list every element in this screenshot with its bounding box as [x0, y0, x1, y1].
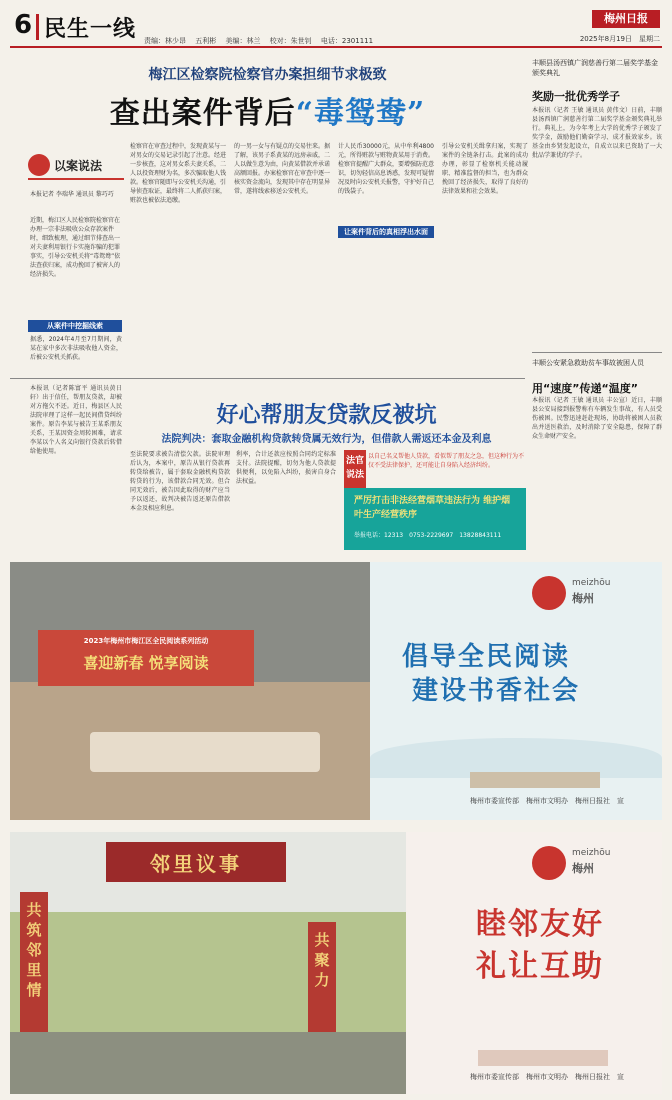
newspaper-logo: 梅州日报 [592, 10, 660, 28]
judge-says-label: 法官说法 [344, 450, 366, 516]
neighbor-slogan [430, 904, 650, 988]
lead-kicker: 梅江区检察院检察官办案担细节求极致 [148, 67, 387, 83]
lead-headline-main: 查出案件背后 [109, 96, 296, 131]
section-title: 民生一线 [44, 17, 137, 42]
brand-en: meizhōu [572, 848, 611, 858]
pavilion-sign-text: 邻里议事 [150, 852, 242, 876]
rescue-headline: 用“速度”传递“温度” [532, 382, 638, 395]
reading-banner [10, 562, 662, 820]
brand-cn: 梅州 [572, 862, 594, 875]
lead-reporter: 本报记者 李瑞华 通讯员 黎巧巧 [30, 191, 114, 198]
reading-slogan-line2: 建设书香社会 [412, 676, 581, 706]
badge-label: 以案说法 [54, 159, 103, 173]
plum-blossom-icon [532, 576, 566, 610]
right-pillar-text: 共聚力 [314, 931, 330, 989]
brand-cn: 梅州 [572, 592, 594, 605]
lead-col5: 引导公安机关缉拿归案，实现了案件的全链条打击。此案的成功办理，彰显了检察机关能动履职、精准监督的担当，也为群众挽回了经济损失，取得了良好的法律效果和社会效果。 [442, 143, 528, 195]
neighbor-slogan-line2: 礼让互助 [476, 949, 604, 984]
left-pillar-text: 共筑邻里情 [26, 901, 42, 999]
tobacco-ad [344, 488, 526, 550]
scholarship-body: 本报讯（记者 王敏 通讯员 黄伟文）日前，丰顺县汤西镇广润慈善行第二届奖学基金颁奖典礼举行。典礼上，为今年考上大学的优秀学子颁发了奖学金，鼓励他们勤奋学习、成才报效家乡。该基金由乡贤发起设立，自成立以来已资助了一大批品学兼优的学子。 [532, 107, 662, 159]
scholarship-kicker: 丰顺县汤西镇广润慈善行第二届奖学基金颁奖典礼 [532, 59, 658, 77]
rescue-body: 本报讯（记者 王敏 通讯员 丰公宣）近日，丰顺县公安局接到报警称有车辆发生事故，有人员受伤被困。民警迅速赶赴现场，协助将被困人员救出并送医救治，及时消除了安全隐患，保障了群众生命财产安全。 [532, 397, 662, 440]
tobacco-ad-title: 严厉打击非法经营烟草违法行为 维护烟叶生产经营秩序 [354, 496, 511, 520]
neighbor-photo [10, 832, 406, 1094]
loan-col2: 至法院要求被告清偿欠款。法院审理后认为，本案中，原告从银行贷款再转贷给被告，属于套取金融机构贷款转贷的行为，该借款合同无效。但合同无效后，被告因此取得的财产应当予以返还，故判决被告返还原告借款本金及相应利息。 [130, 451, 230, 512]
right-divider [532, 352, 662, 353]
editor-credits: 责编：林少昂 五利彬 美编：林兰 校对：朱世钊 电话：2301111 [144, 37, 374, 45]
lead-col3: 的一男一女与有疑点的交易往来。据了解，该男子系黄某的远房亲戚，二人以做生意为由，向黄某借款并承诺高额回报。办案检察官在审查中逐一核实资金流向，发现其中存在明显异常，遂将线索移送公安机关。 [234, 143, 330, 195]
decor-buildings [470, 772, 600, 788]
brand-en: meizhōu [572, 578, 611, 588]
meizhou-brand-2 [532, 846, 632, 882]
loan-subheadline: 法院判决：套取金融机构贷款转贷属无效行为，但借款人需返还本金及利息 [161, 434, 492, 445]
reading-slogan [402, 640, 642, 708]
reading-credits: 梅州市委宣传部 梅州市文明办 梅州日报社 宣 [470, 797, 624, 805]
event-banner-line2: 喜迎新春 悦享阅读 [83, 654, 209, 672]
lead-col1: 据悉，2024年4月至7月期间，黄某在家中多次非法吸收他人资金，后被公安机关抓获。 [30, 336, 122, 361]
meizhou-brand [532, 576, 632, 612]
section-divider [10, 378, 525, 379]
event-banner [38, 630, 254, 686]
scholarship-headline: 奖励一批优秀学子 [532, 90, 620, 103]
header-bar [36, 14, 39, 40]
page-header [10, 6, 662, 46]
photo-reading-table [90, 732, 320, 772]
loan-col3: 利率，合计还款应按照合同约定标准支付。法院提醒，切勿为他人贷款提供便利，以免陷入纠纷，损害自身合法权益。 [236, 451, 336, 485]
lead-subhead: 从案件中挖掘线索 [28, 320, 122, 332]
badge-icon [28, 154, 50, 176]
neighbor-credits: 梅州市委宣传部 梅州市文明办 梅州日报社 宣 [470, 1073, 624, 1081]
issue-date: 2025年8月19日 星期二 [579, 35, 660, 43]
page-number: 6 [14, 10, 33, 40]
plum-blossom-icon [532, 846, 566, 880]
lead-headline-accent: “毒鸳鸯” [295, 96, 426, 131]
loan-col1: 本报讯（记者陈富平 通讯员黄日轩）出于信任，帮朋友贷款，却被对方拖欠不还。近日，梅县区人民法院审理了这样一起民间借贷纠纷案件。原告李某与被告王某系朋友关系，王某因资金周转困难，请求李某以个人名义向银行贷款后转借给他使用。 [30, 385, 122, 455]
neighbor-banner [10, 832, 662, 1094]
lead-subhead-2: 让案件背后的真相浮出水面 [338, 226, 434, 238]
lead-headline [10, 88, 525, 132]
pavilion-sign [106, 842, 286, 882]
right-column [532, 58, 662, 556]
judge-says-text: 以自己名义帮他人贷款，看似帮了朋友之急，但这种行为不仅不受法律保护，还可能让自身陷入经济纠纷。 [368, 453, 525, 469]
badge-underline [28, 178, 124, 180]
tobacco-ad-hotline: 举报电话：12313 0753-2229697 13828843111 [354, 532, 502, 539]
reading-photo [10, 562, 370, 820]
lead-col2: 检察官在审查过程中，发现黄某与一对男女的交易记录引起了注意。经进一步核查，这对男女系夫妻关系，二人以投资理财为名，多次骗取他人钱款。检察官随即与公安机关沟通，引导侦查取证，最终将二人抓获归案，赃款也被依法追缴。 [130, 143, 226, 204]
lead-col4: 计人民币30000元，从中牟利4800元，所得赃款与赃物黄某用于消费。检察官提醒广大群众，要增强防范意识，切勿轻信高息诱惑，发现可疑情况及时向公安机关报警，守护好自己的钱袋子。 [338, 143, 434, 195]
case-badge [28, 154, 112, 176]
header-rule [10, 46, 662, 48]
lead-lede: 近期，梅江区人民检察院检察官在办理一宗非法吸收公众存款案件时，细致梳理，通过细节排查出一对夫妻利用银行卡实施诈骗的犯罪事实，引导公安机关将“毒鸳鸯”依法查获归案，成功挽回了被害人的经济损失。 [30, 217, 121, 278]
loan-headline: 好心帮朋友贷款反被坑 [216, 402, 437, 428]
neighbor-slogan-line1: 睦邻友好 [476, 907, 604, 942]
rescue-kicker: 丰顺公安紧急救助贫车事故被困人员 [532, 359, 644, 367]
reading-slogan-line1: 倡导全民阅读 [402, 642, 571, 672]
photo-ground [10, 1032, 406, 1094]
event-banner-line1: 2023年梅州市梅江区全民阅读系列活动 [83, 637, 209, 645]
main-articles [10, 58, 528, 556]
decor-buildings-2 [478, 1050, 608, 1066]
